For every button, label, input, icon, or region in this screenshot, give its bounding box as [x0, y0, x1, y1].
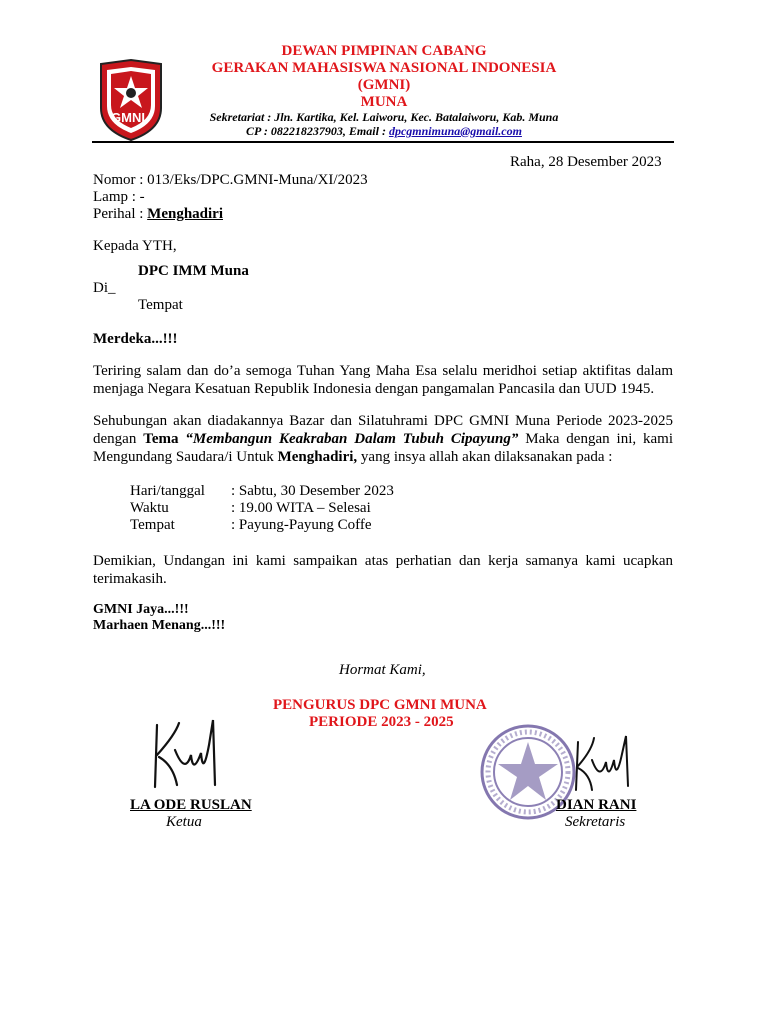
signatory-role-sekretaris: Sekretaris — [565, 814, 626, 830]
signatory-role-ketua: Ketua — [166, 814, 202, 830]
header-contact — [195, 124, 573, 139]
subject-label: Perihal : — [93, 206, 148, 222]
org-name: PENGURUS DPC GMNI MUNA — [273, 697, 487, 713]
signature-ketua — [145, 715, 235, 800]
org-period: PERIODE 2023 - 2025 — [309, 714, 454, 730]
header-rule — [92, 141, 674, 143]
schedule-value: : 19.00 WITA – Selesai — [231, 500, 371, 516]
schedule-label: Waktu — [130, 500, 169, 516]
header-address: Sekretariat : Jln. Kartika, Kel. Laiworu, Kec. Batalaiworu, Kab. Muna — [209, 110, 559, 124]
para2-part3: yang insya allah akan dilaksanakan pada : — [357, 449, 613, 465]
closing-paragraph: Demikian, Undangan ini kami sampaikan atas perhatian dan kerja samanya kami ucapkan terimakasih. — [93, 553, 673, 587]
salutation: Merdeka...!!! — [93, 331, 178, 347]
email-link[interactable]: dpcgmnimuna@gmail.com — [388, 124, 522, 138]
signatory-name-ketua: LA ODE RUSLAN — [130, 797, 252, 813]
gmni-logo — [95, 58, 167, 142]
slogan-2: Marhaen Menang...!!! — [93, 618, 226, 633]
header-line3: (GMNI) — [357, 77, 411, 93]
header-line4: MUNA — [360, 94, 408, 110]
schedule-value: : Payung-Payung Coffe — [231, 517, 372, 533]
para2-tema-label: Tema — [143, 431, 186, 447]
letter-subject — [93, 205, 223, 223]
slogan-1: GMNI Jaya...!!! — [93, 602, 189, 617]
signature-sekretaris — [570, 730, 640, 805]
subject-value: Menghadiri — [147, 206, 223, 222]
recipient-name: DPC IMM Muna — [138, 263, 249, 279]
header-line2: GERAKAN MAHASISWA NASIONAL INDONESIA — [211, 60, 557, 76]
signatory-name-sekretaris: DIAN RANI — [556, 797, 637, 813]
schedule-value: : Sabtu, 30 Desember 2023 — [231, 483, 394, 499]
para2-tema: “Membangun Keakraban Dalam Tubuh Cipayung” — [185, 431, 519, 447]
hormat-kami: Hormat Kami, — [339, 662, 426, 678]
letter-number: Nomor : 013/Eks/DPC.GMNI-Muna/XI/2023 — [93, 172, 368, 188]
logo-text: GMNI — [111, 110, 145, 125]
para2-part1: Sehubungan akan diadakannya Bazar dan Silatuhrami DPC GMNI Muna Periode 2023-2025 dengan — [93, 413, 673, 447]
recipient-greeting: Kepada YTH, — [93, 238, 177, 254]
schedule-label: Tempat — [130, 517, 175, 533]
para2-part2: Maka dengan ini, kami Mengundang Saudara/i Untuk — [93, 431, 673, 465]
letter-date: Raha, 28 Desember 2023 — [510, 154, 662, 170]
contact-prefix: CP : 082218237903, Email : — [246, 124, 389, 138]
schedule-label: Hari/tanggal — [130, 483, 205, 499]
recipient-di: Di_ — [93, 280, 116, 296]
paragraph-1: Teriring salam dan do’a semoga Tuhan Yang Maha Esa selalu meridhoi setiap aktifitas dalam menjaga Negara Kesatuan Republik Indonesia dengan pangamalan Pancasila dan UUD 1945. — [93, 363, 673, 397]
para2-bold-word: Menghadiri, — [277, 449, 358, 465]
paragraph-2 — [93, 412, 673, 466]
recipient-place: Tempat — [138, 297, 183, 313]
letter-attachment: Lamp : - — [93, 189, 145, 205]
header-line1: DEWAN PIMPINAN CABANG — [281, 43, 487, 59]
